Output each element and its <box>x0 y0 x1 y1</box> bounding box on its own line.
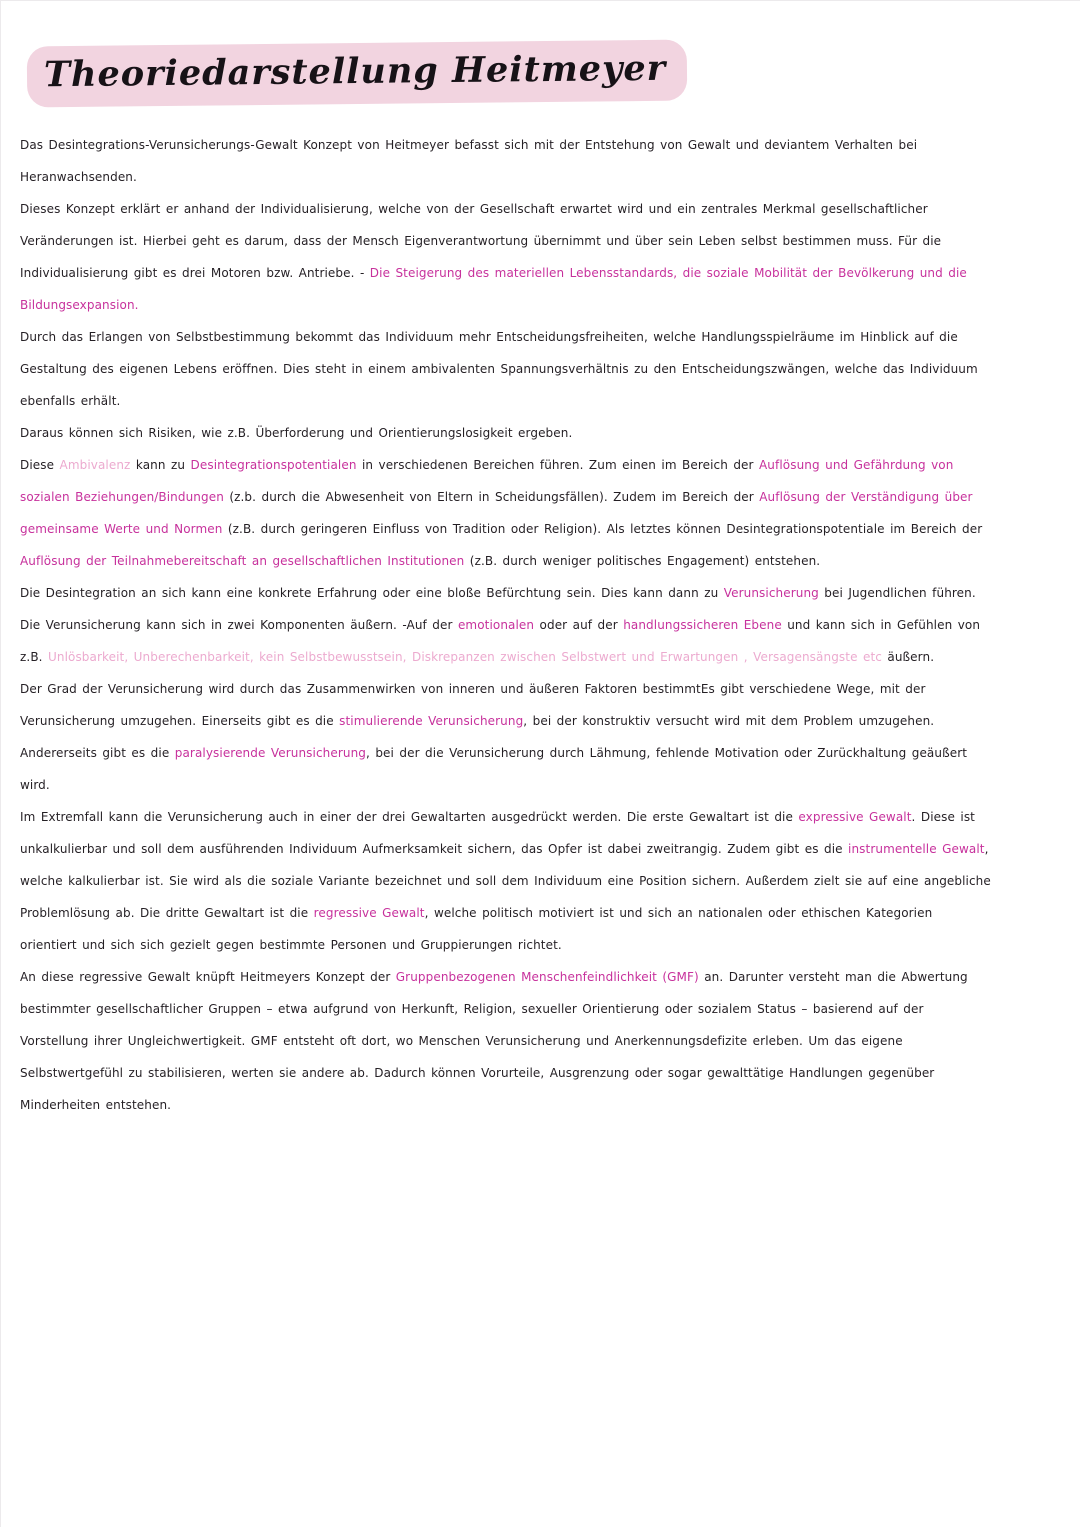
text-segment: welche kalkulierbar ist. Sie wird als die soziale Variante bezeichnet und soll dem Individuum eine Position sichern. Außerdem zielt sie auf eine angebliche <box>20 874 991 888</box>
text-segment: ebenfalls erhält. <box>20 394 121 408</box>
text-line <box>20 1057 1060 1089</box>
text-segment: Verunsicherung umzugehen. Einerseits gibt es die <box>20 714 340 728</box>
text-segment: , <box>984 842 989 856</box>
highlighted-text-segment: handlungssicheren Ebene <box>623 618 782 632</box>
text-segment: Individualisierung gibt es drei Motoren bzw. Antriebe. - <box>20 266 370 280</box>
text-segment: Die Desintegration an sich kann eine konkrete Erfahrung oder eine bloße Befürchtung sein. Dies kann dann zu <box>20 586 724 600</box>
text-line <box>20 193 1060 225</box>
text-line <box>20 1089 1060 1121</box>
text-line <box>20 161 1060 193</box>
highlighted-text-segment: Desintegrationspotentialen <box>190 458 357 472</box>
text-line <box>20 1025 1060 1057</box>
text-segment: An diese regressive Gewalt knüpft Heitmeyers Konzept der <box>20 970 396 984</box>
text-segment: . Diese ist <box>911 810 975 824</box>
highlighted-text-segment: Die Steigerung des materiellen Lebensstandards, die soziale Mobilität der Bevölkerung und die <box>369 266 967 280</box>
text-line <box>20 225 1060 257</box>
text-segment: an. Darunter versteht man die Abwertung <box>698 970 968 984</box>
text-segment: Daraus können sich Risiken, wie z.B. Überforderung und Orientierungslosigkeit ergeben. <box>20 426 573 440</box>
highlighted-text-segment: Auflösung und Gefährdung von <box>759 458 954 472</box>
text-segment: in verschiedenen Bereichen führen. Zum einen im Bereich der <box>356 458 759 472</box>
text-segment: Der Grad der Verunsicherung wird durch das Zusammenwirken von inneren und äußeren Faktoren bestimmtEs gibt verschiedene Wege, mit der <box>20 682 926 696</box>
text-segment: Minderheiten entstehen. <box>20 1098 172 1112</box>
text-segment: Dieses Konzept erklärt er anhand der Individualisierung, welche von der Gesellschaft erwartet wird und ein zentrales Merkmal gesellschaftlicher <box>20 202 928 216</box>
document-body <box>20 129 1060 1121</box>
text-segment: Problemlösung ab. Die dritte Gewaltart ist die <box>20 906 314 920</box>
text-line <box>20 545 1060 577</box>
text-segment: Veränderungen ist. Hierbei geht es darum, dass der Mensch Eigenverantwortung übernimmt und über sein Leben selbst bestimmen muss. Für die <box>20 234 942 248</box>
text-segment: Durch das Erlangen von Selbstbestimmung bekommt das Individuum mehr Entscheidungsfreiheiten, welche Handlungsspielräume im Hinblick auf die <box>20 330 958 344</box>
highlighted-text-segment: emotionalen <box>457 618 535 632</box>
text-line <box>20 289 1060 321</box>
text-segment: kann zu <box>130 458 191 472</box>
highlighted-text-segment: Auflösung der Teilnahmebereitschaft an gesellschaftlichen Institutionen <box>20 554 465 568</box>
text-segment: (z.B. durch geringeren Einfluss von Tradition oder Religion). Als letztes können Desintegrationspotentiale im Bereich der <box>222 522 983 536</box>
text-segment: Im Extremfall kann die Verunsicherung auch in einer der drei Gewaltarten ausgedrückt werden. Die erste Gewaltart ist die <box>20 810 799 824</box>
page-title: Theoriedarstellung Heitmeyer <box>30 43 685 105</box>
text-line <box>20 929 1060 961</box>
text-segment: Diese <box>20 458 60 472</box>
highlighted-text-segment: Auflösung der Verständigung über <box>759 490 973 504</box>
title-row <box>20 0 1060 123</box>
text-segment: (z.b. durch die Abwesenheit von Eltern in Scheidungsfällen). Zudem im Bereich der <box>223 490 760 504</box>
text-segment: bestimmter gesellschaftlicher Gruppen – etwa aufgrund von Herkunft, Religion, sexueller Orientierung oder sozialem Status – basierend auf der <box>20 1002 924 1016</box>
text-line <box>20 673 1060 705</box>
highlighted-text-segment: stimulierende Verunsicherung <box>339 714 524 728</box>
text-segment: (z.B. durch weniger politisches Engagement) entstehen. <box>464 554 821 568</box>
text-line <box>20 449 1060 481</box>
text-segment: Selbstwertgefühl zu stabilisieren, werten sie andere ab. Dadurch können Vorurteile, Ausgrenzung oder sogar gewalttätige Handlungen gegenüber <box>20 1066 935 1080</box>
highlighted-text-segment: expressive Gewalt <box>798 810 912 824</box>
text-line <box>20 577 1060 609</box>
text-segment: Heranwachsenden. <box>20 170 137 184</box>
text-line <box>20 513 1060 545</box>
text-line <box>20 865 1060 897</box>
text-line <box>20 129 1060 161</box>
text-segment: Gestaltung des eigenen Lebens eröffnen. Dies steht in einem ambivalenten Spannungsverhältnis zu den Entscheidungszwängen, welche das Individuum <box>20 362 978 376</box>
text-line <box>20 897 1060 929</box>
highlighted-text-segment: sozialen Beziehungen/Bindungen <box>20 490 224 504</box>
text-segment: , bei der konstruktiv versucht wird mit dem Problem umzugehen. <box>523 714 935 728</box>
highlighted-text-segment: gemeinsame Werte und Normen <box>20 522 223 536</box>
text-segment: Die Verunsicherung kann sich in zwei Komponenten äußern. -Auf der <box>20 618 458 632</box>
text-line <box>20 481 1060 513</box>
text-segment: oder auf der <box>534 618 624 632</box>
text-segment: bei Jugendlichen führen. <box>818 586 976 600</box>
text-line <box>20 417 1060 449</box>
text-segment: , bei der die Verunsicherung durch Lähmung, fehlende Motivation oder Zurückhaltung geäußert <box>366 746 968 760</box>
highlighted-text-segment: Gruppenbezogenen Menschenfeindlichkeit (GMF) <box>395 970 699 984</box>
text-line <box>20 257 1060 289</box>
text-line <box>20 321 1060 353</box>
text-segment: Das Desintegrations-Verunsicherungs-Gewalt Konzept von Heitmeyer befasst sich mit der Entstehung von Gewalt und deviantem Verhalten bei <box>20 138 918 152</box>
highlighted-text-segment: regressive Gewalt <box>313 906 425 920</box>
highlighted-text-segment: Ambivalenz <box>59 458 131 472</box>
text-line <box>20 353 1060 385</box>
highlighted-text-segment: instrumentelle Gewalt <box>848 842 985 856</box>
text-segment: Andererseits gibt es die <box>20 746 175 760</box>
text-line <box>20 993 1060 1025</box>
text-line <box>20 961 1060 993</box>
text-segment: unkalkulierbar und soll dem ausführenden Individuum Aufmerksamkeit sichern, das Opfer ist dabei zweitrangig. Zudem gibt es die <box>20 842 849 856</box>
highlighted-text-segment: Bildungsexpansion. <box>20 298 139 312</box>
text-line <box>20 737 1060 769</box>
text-segment: , welche politisch motiviert ist und sich an nationalen oder ethischen Kategorien <box>424 906 933 920</box>
text-line <box>20 641 1060 673</box>
text-line <box>20 833 1060 865</box>
highlighted-text-segment: Verunsicherung <box>723 586 819 600</box>
text-segment: z.B. <box>20 650 48 664</box>
text-segment: wird. <box>20 778 50 792</box>
text-segment: orientiert und sich sich gezielt gegen bestimmte Personen und Gruppierungen richtet. <box>20 938 562 952</box>
text-line <box>20 705 1060 737</box>
highlighted-text-segment: Unlösbarkeit, Unberechenbarkeit, kein Selbstbewusstsein, Diskrepanzen zwischen Selbstwert und Erwartungen , Versagensängste etc <box>47 650 882 664</box>
text-line <box>20 385 1060 417</box>
text-line <box>20 609 1060 641</box>
highlighted-text-segment: paralysierende Verunsicherung <box>174 746 367 760</box>
text-segment: und kann sich in Gefühlen von <box>781 618 981 632</box>
text-segment: Vorstellung ihrer Ungleichwertigkeit. GMF entsteht oft dort, wo Menschen Verunsicherung und Anerkennungsdefizite erleben. Um das eigene <box>20 1034 903 1048</box>
text-line <box>20 801 1060 833</box>
text-line <box>20 769 1060 801</box>
text-segment: äußern. <box>881 650 935 664</box>
